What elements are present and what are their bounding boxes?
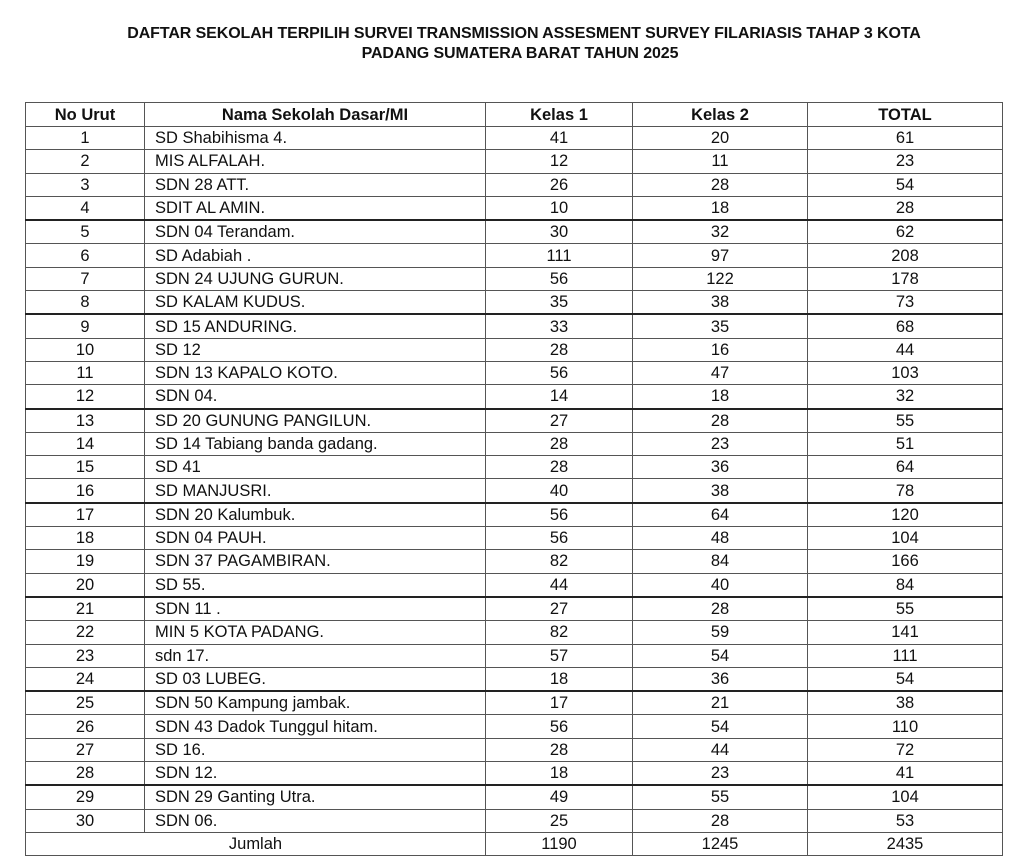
cell-kelas-1: 28 — [486, 738, 633, 761]
cell-school-name: SD Adabiah . — [145, 244, 486, 267]
table-row — [26, 691, 1003, 715]
cell-no: 26 — [26, 715, 145, 738]
cell-kelas-1: 18 — [486, 762, 633, 786]
cell-school-name: SDN 28 ATT. — [145, 173, 486, 196]
cell-school-name: SD 12 — [145, 338, 486, 361]
cell-school-name: sdn 17. — [145, 644, 486, 667]
cell-kelas-1: 18 — [486, 667, 633, 691]
table-row — [26, 550, 1003, 573]
cell-school-name: SD 03 LUBEG. — [145, 667, 486, 691]
cell-kelas-2: 32 — [633, 220, 808, 244]
cell-kelas-1: 33 — [486, 314, 633, 338]
cell-kelas-1: 82 — [486, 621, 633, 644]
cell-kelas-2: 47 — [633, 361, 808, 384]
cell-total: 68 — [808, 314, 1003, 338]
cell-total: 84 — [808, 573, 1003, 597]
cell-total: 51 — [808, 432, 1003, 455]
table-row — [26, 762, 1003, 786]
cell-kelas-2: 54 — [633, 644, 808, 667]
cell-school-name: SDN 12. — [145, 762, 486, 786]
header-total: TOTAL — [808, 103, 1003, 127]
cell-total: 120 — [808, 503, 1003, 527]
total-total: 2435 — [808, 832, 1003, 855]
cell-no: 2 — [26, 150, 145, 173]
cell-total: 38 — [808, 691, 1003, 715]
header-kelas-2: Kelas 2 — [633, 103, 808, 127]
cell-no: 19 — [26, 550, 145, 573]
cell-kelas-1: 27 — [486, 409, 633, 433]
cell-kelas-2: 38 — [633, 479, 808, 503]
cell-school-name: SDN 13 KAPALO KOTO. — [145, 361, 486, 384]
cell-total: 104 — [808, 785, 1003, 809]
cell-no: 7 — [26, 267, 145, 290]
cell-school-name: SDN 37 PAGAMBIRAN. — [145, 550, 486, 573]
cell-kelas-2: 18 — [633, 196, 808, 220]
cell-school-name: SD 16. — [145, 738, 486, 761]
table-row — [26, 338, 1003, 361]
cell-school-name: SDN 50 Kampung jambak. — [145, 691, 486, 715]
cell-total: 104 — [808, 527, 1003, 550]
cell-kelas-2: 11 — [633, 150, 808, 173]
cell-no: 30 — [26, 809, 145, 832]
cell-total: 62 — [808, 220, 1003, 244]
cell-kelas-1: 56 — [486, 527, 633, 550]
cell-total: 78 — [808, 479, 1003, 503]
cell-total: 53 — [808, 809, 1003, 832]
table-row — [26, 456, 1003, 479]
cell-no: 10 — [26, 338, 145, 361]
cell-kelas-2: 20 — [633, 127, 808, 150]
table-row — [26, 479, 1003, 503]
cell-total: 103 — [808, 361, 1003, 384]
cell-no: 11 — [26, 361, 145, 384]
header-row — [26, 103, 1003, 127]
cell-kelas-1: 56 — [486, 267, 633, 290]
table-row — [26, 527, 1003, 550]
cell-kelas-2: 28 — [633, 409, 808, 433]
cell-kelas-2: 21 — [633, 691, 808, 715]
cell-kelas-2: 55 — [633, 785, 808, 809]
cell-kelas-1: 82 — [486, 550, 633, 573]
cell-kelas-2: 28 — [633, 597, 808, 621]
cell-kelas-1: 56 — [486, 503, 633, 527]
table-row — [26, 244, 1003, 267]
cell-school-name: MIS ALFALAH. — [145, 150, 486, 173]
cell-kelas-1: 26 — [486, 173, 633, 196]
cell-kelas-2: 97 — [633, 244, 808, 267]
table-row — [26, 220, 1003, 244]
table-row — [26, 127, 1003, 150]
cell-kelas-1: 28 — [486, 432, 633, 455]
cell-no: 23 — [26, 644, 145, 667]
cell-kelas-2: 84 — [633, 550, 808, 573]
cell-no: 27 — [26, 738, 145, 761]
cell-kelas-2: 40 — [633, 573, 808, 597]
header-kelas-1: Kelas 1 — [486, 103, 633, 127]
cell-kelas-2: 36 — [633, 667, 808, 691]
cell-kelas-2: 64 — [633, 503, 808, 527]
cell-no: 3 — [26, 173, 145, 196]
cell-no: 25 — [26, 691, 145, 715]
document-title — [30, 24, 1010, 64]
cell-kelas-1: 56 — [486, 715, 633, 738]
cell-no: 1 — [26, 127, 145, 150]
cell-kelas-2: 59 — [633, 621, 808, 644]
table-row — [26, 503, 1003, 527]
cell-kelas-2: 18 — [633, 385, 808, 409]
cell-total: 141 — [808, 621, 1003, 644]
cell-kelas-2: 54 — [633, 715, 808, 738]
table-row — [26, 409, 1003, 433]
cell-total: 32 — [808, 385, 1003, 409]
cell-kelas-2: 44 — [633, 738, 808, 761]
cell-kelas-1: 49 — [486, 785, 633, 809]
table-row — [26, 361, 1003, 384]
cell-no: 29 — [26, 785, 145, 809]
cell-total: 73 — [808, 291, 1003, 315]
header-nama-sekolah: Nama Sekolah Dasar/MI — [145, 103, 486, 127]
table-row — [26, 385, 1003, 409]
table-row — [26, 432, 1003, 455]
cell-no: 4 — [26, 196, 145, 220]
cell-kelas-1: 28 — [486, 338, 633, 361]
total-kelas-1: 1190 — [486, 832, 633, 855]
table-row — [26, 715, 1003, 738]
cell-no: 20 — [26, 573, 145, 597]
cell-school-name: SDN 29 Ganting Utra. — [145, 785, 486, 809]
cell-kelas-1: 30 — [486, 220, 633, 244]
cell-kelas-1: 10 — [486, 196, 633, 220]
cell-no: 14 — [26, 432, 145, 455]
cell-kelas-2: 38 — [633, 291, 808, 315]
cell-total: 110 — [808, 715, 1003, 738]
table-row — [26, 738, 1003, 761]
cell-no: 24 — [26, 667, 145, 691]
cell-kelas-1: 14 — [486, 385, 633, 409]
cell-kelas-2: 23 — [633, 432, 808, 455]
cell-school-name: MIN 5 KOTA PADANG. — [145, 621, 486, 644]
cell-kelas-1: 41 — [486, 127, 633, 150]
cell-no: 5 — [26, 220, 145, 244]
cell-kelas-1: 35 — [486, 291, 633, 315]
cell-total: 55 — [808, 409, 1003, 433]
cell-kelas-2: 122 — [633, 267, 808, 290]
table-row — [26, 291, 1003, 315]
cell-total: 44 — [808, 338, 1003, 361]
cell-total: 208 — [808, 244, 1003, 267]
cell-school-name: SDN 43 Dadok Tunggul hitam. — [145, 715, 486, 738]
cell-total: 54 — [808, 667, 1003, 691]
cell-total: 61 — [808, 127, 1003, 150]
cell-total: 28 — [808, 196, 1003, 220]
table-row — [26, 621, 1003, 644]
cell-kelas-1: 56 — [486, 361, 633, 384]
school-table — [25, 102, 1003, 856]
cell-school-name: SD 41 — [145, 456, 486, 479]
cell-school-name: SDN 24 UJUNG GURUN. — [145, 267, 486, 290]
cell-school-name: SDN 06. — [145, 809, 486, 832]
table-row — [26, 173, 1003, 196]
cell-kelas-1: 25 — [486, 809, 633, 832]
cell-no: 22 — [26, 621, 145, 644]
table-row — [26, 150, 1003, 173]
cell-kelas-2: 16 — [633, 338, 808, 361]
table-row — [26, 267, 1003, 290]
cell-total: 72 — [808, 738, 1003, 761]
cell-school-name: SD 14 Tabiang banda gadang. — [145, 432, 486, 455]
cell-school-name: SD Shabihisma 4. — [145, 127, 486, 150]
cell-no: 9 — [26, 314, 145, 338]
total-kelas-2: 1245 — [633, 832, 808, 855]
cell-kelas-1: 28 — [486, 456, 633, 479]
cell-school-name: SD 20 GUNUNG PANGILUN. — [145, 409, 486, 433]
cell-school-name: SDN 20 Kalumbuk. — [145, 503, 486, 527]
table-row — [26, 644, 1003, 667]
table-row — [26, 196, 1003, 220]
cell-kelas-2: 35 — [633, 314, 808, 338]
cell-total: 55 — [808, 597, 1003, 621]
cell-total: 54 — [808, 173, 1003, 196]
cell-total: 23 — [808, 150, 1003, 173]
cell-kelas-1: 57 — [486, 644, 633, 667]
cell-kelas-1: 44 — [486, 573, 633, 597]
cell-no: 21 — [26, 597, 145, 621]
cell-kelas-1: 111 — [486, 244, 633, 267]
cell-kelas-1: 17 — [486, 691, 633, 715]
cell-no: 6 — [26, 244, 145, 267]
header-no-urut: No Urut — [26, 103, 145, 127]
table-row — [26, 573, 1003, 597]
cell-kelas-1: 12 — [486, 150, 633, 173]
cell-kelas-2: 28 — [633, 809, 808, 832]
table-row — [26, 667, 1003, 691]
cell-school-name: SDN 04 Terandam. — [145, 220, 486, 244]
cell-kelas-1: 27 — [486, 597, 633, 621]
cell-total: 41 — [808, 762, 1003, 786]
cell-kelas-2: 48 — [633, 527, 808, 550]
cell-total: 166 — [808, 550, 1003, 573]
cell-no: 17 — [26, 503, 145, 527]
cell-no: 18 — [26, 527, 145, 550]
cell-kelas-2: 23 — [633, 762, 808, 786]
cell-no: 28 — [26, 762, 145, 786]
cell-school-name: SDN 04 PAUH. — [145, 527, 486, 550]
cell-school-name: SD 55. — [145, 573, 486, 597]
table-row — [26, 785, 1003, 809]
cell-kelas-1: 40 — [486, 479, 633, 503]
cell-school-name: SD MANJUSRI. — [145, 479, 486, 503]
title-line-1: DAFTAR SEKOLAH TERPILIH SURVEI TRANSMISSION ASSESMENT SURVEY FILARIASIS TAHAP 3 KOTA — [127, 25, 921, 42]
cell-no: 12 — [26, 385, 145, 409]
cell-no: 13 — [26, 409, 145, 433]
table-row — [26, 597, 1003, 621]
cell-kelas-2: 28 — [633, 173, 808, 196]
cell-total: 64 — [808, 456, 1003, 479]
table-row — [26, 314, 1003, 338]
cell-school-name: SDN 04. — [145, 385, 486, 409]
cell-school-name: SDIT AL AMIN. — [145, 196, 486, 220]
cell-no: 15 — [26, 456, 145, 479]
cell-total: 178 — [808, 267, 1003, 290]
cell-no: 16 — [26, 479, 145, 503]
cell-no: 8 — [26, 291, 145, 315]
cell-school-name: SD KALAM KUDUS. — [145, 291, 486, 315]
table-row — [26, 809, 1003, 832]
cell-kelas-2: 36 — [633, 456, 808, 479]
total-label: Jumlah — [26, 832, 486, 855]
cell-school-name: SD 15 ANDURING. — [145, 314, 486, 338]
cell-total: 111 — [808, 644, 1003, 667]
title-line-2: PADANG SUMATERA BARAT TAHUN 2025 — [361, 45, 679, 62]
cell-school-name: SDN 11 . — [145, 597, 486, 621]
total-row — [26, 832, 1003, 855]
